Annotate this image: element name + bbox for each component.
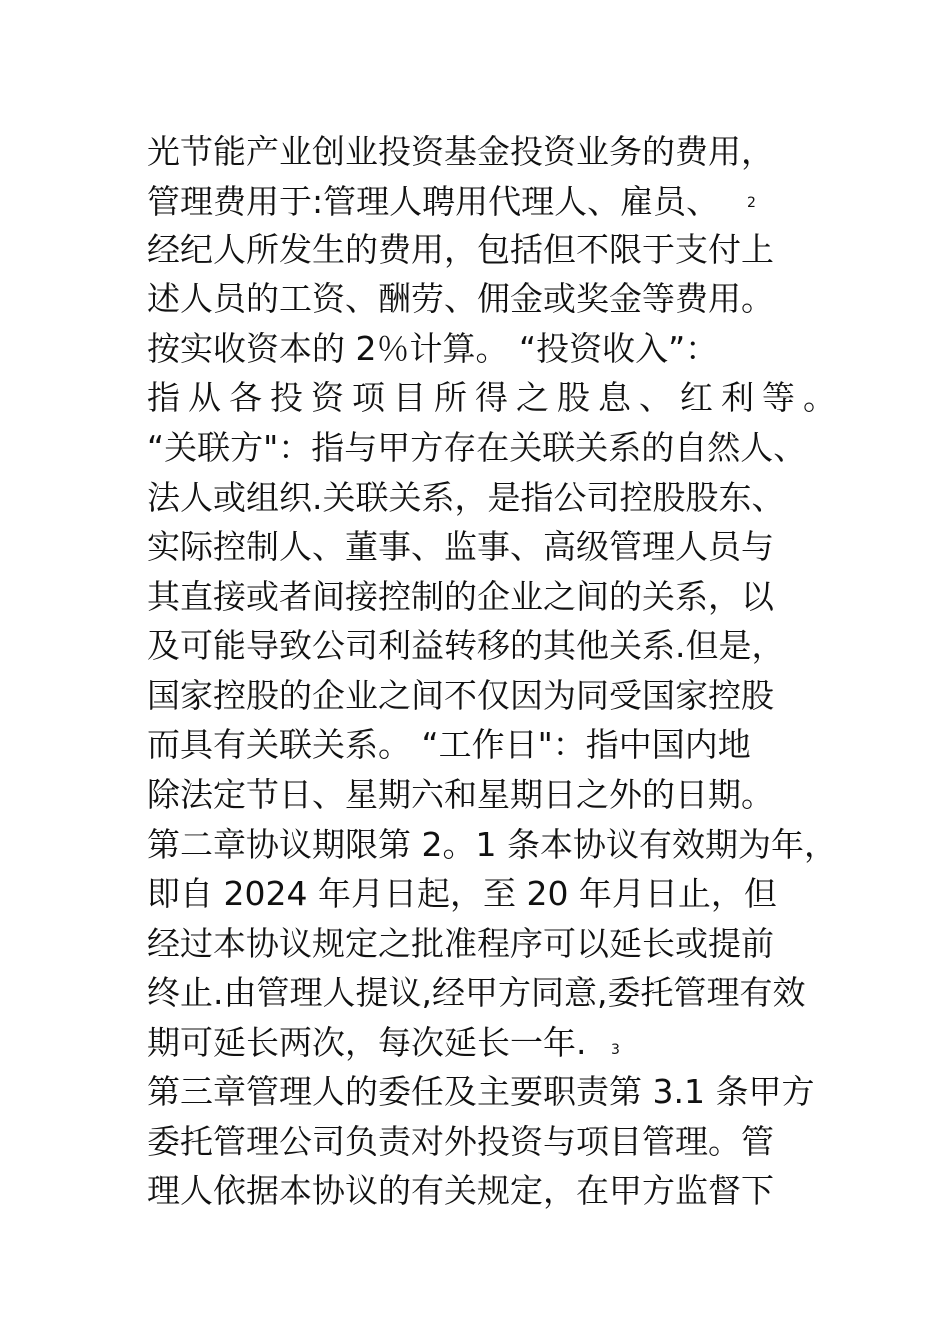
text-line: 及可能导致公司利益转移的其他关系.但是， [147,626,785,665]
text-line: 实际控制人、董事、监事、高级管理人员与 [147,527,774,566]
text-line: 法人或组织.关联关系，是指公司控股股东、 [147,478,785,517]
text-line: 理人依据本协议的有关规定，在甲方监督下 [147,1171,774,1210]
text-line: 光节能产业创业投资基金投资业务的费用， [147,132,774,171]
text-line: 除法定节日、星期六和星期日之外的日期。 [147,775,774,814]
text-line: 其直接或者间接控制的企业之间的关系，以 [147,577,774,616]
text-line: 第三章管理人的委任及主要职责第 3.1 条甲方 [147,1072,815,1111]
text-line: “关联方"：指与甲方存在关联关系的自然人、 [147,428,807,467]
page-number: 2 [747,195,756,211]
text-line: 按实收资本的 2％计算。 “投资收入”： [147,329,719,368]
text-line: 终止.由管理人提议,经甲方同意,委托管理有效 [147,973,806,1012]
text-line: 述人员的工资、酬劳、佣金或奖金等费用。 [147,279,774,318]
text-line: 指从各投资项目所得之股息、红利等。 [147,378,844,417]
text-line: 委托管理公司负责对外投资与项目管理。管 [147,1122,774,1161]
text-line: 第二章协议期限第 2。1 条本协议有效期为年， [147,825,837,864]
text-line: 国家控股的企业之间不仅因为同受国家控股 [147,676,774,715]
text-line: 而具有关联关系。 “工作日"：指中国内地 [147,725,751,764]
page-number: 3 [611,1042,620,1058]
text-line: 即自 2024 年月日起，至 20 年月日止，但 [147,874,777,913]
text-line: 管理费用于:管理人聘用代理人、雇员、 [147,182,720,221]
text-line: 经纪人所发生的费用，包括但不限于支付上 [147,230,774,269]
text-line: 期可延长两次，每次延长一年. [147,1023,587,1062]
text-line: 经过本协议规定之批准程序可以延长或提前 [147,924,774,963]
